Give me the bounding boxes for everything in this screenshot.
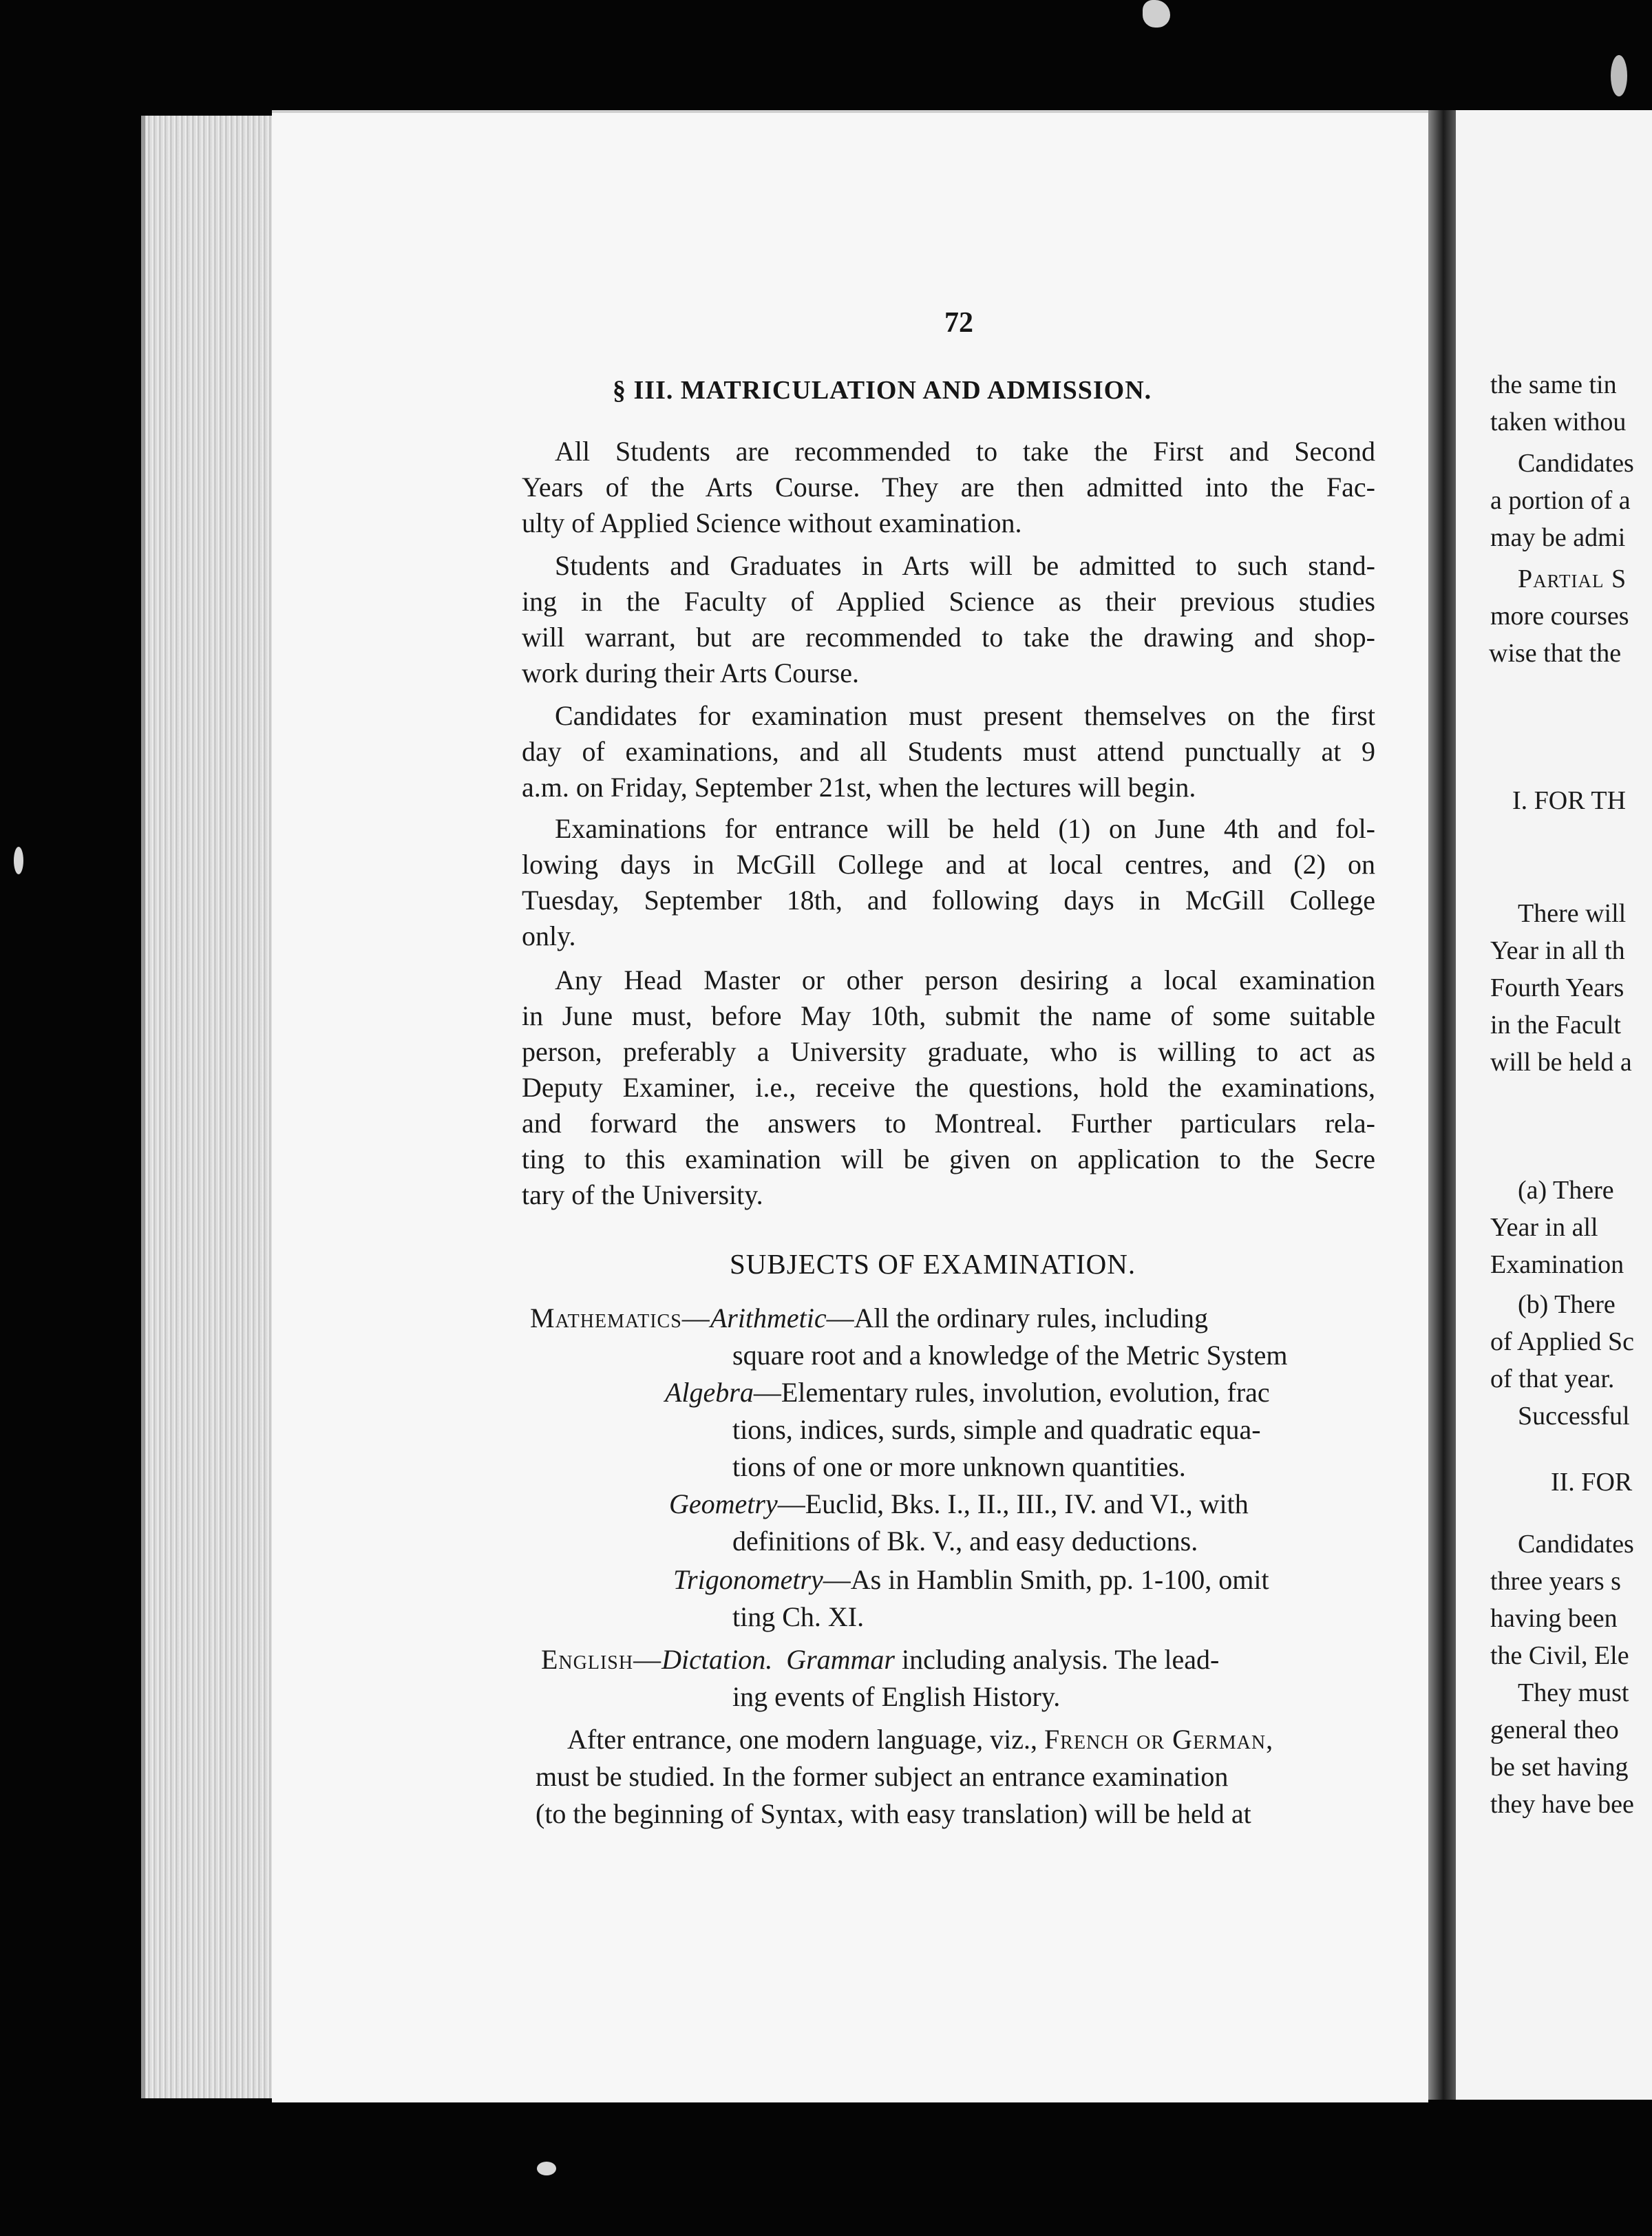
text-line: will warrant, but are recommended to take the drawing and shop- (522, 622, 1375, 653)
mathematics-arithmetic-line (530, 1300, 1208, 1337)
geometry-label: Geometry (669, 1488, 778, 1519)
right-text-line: Year in all th (1490, 936, 1625, 965)
arithmetic-label: Arithmetic (710, 1302, 827, 1333)
text-line: ing in the Faculty of Applied Science as their previous studies (522, 586, 1375, 617)
right-text-line: There will (1518, 899, 1627, 928)
trigonometry-line (673, 1561, 1269, 1599)
right-text-line: (a) There (1518, 1176, 1614, 1205)
scan-artifact (537, 2162, 556, 2175)
geometry-line (669, 1486, 1249, 1523)
right-text-line: the same tin (1490, 370, 1617, 399)
right-text-line: having been (1490, 1604, 1618, 1633)
grammar-label: Grammar (786, 1644, 895, 1675)
text-line: ulty of Applied Science without examination. (522, 507, 1022, 538)
text-line: square root and a knowledge of the Metric System (732, 1340, 1288, 1371)
right-text-line: They must (1518, 1678, 1629, 1707)
languages-label: French or German, (1044, 1724, 1274, 1755)
book-page-edges (141, 116, 279, 2098)
scan-artifact (1611, 55, 1627, 96)
text-line: lowing days in McGill College and at local centres, and (2) on (522, 849, 1375, 880)
paragraph-graduates (522, 548, 1375, 691)
trigonometry-label: Trigonometry (673, 1564, 823, 1595)
page-number: 72 (944, 307, 973, 339)
right-text-line: (b) There (1518, 1290, 1616, 1319)
right-text-line: will be held a (1490, 1048, 1632, 1077)
text-line: tary of the University. (522, 1179, 763, 1210)
text-line: work during their Arts Course. (522, 657, 859, 688)
text-line: Candidates for examination must present themselves on the first (555, 700, 1375, 731)
mathematics-label: Mathematics— (530, 1302, 710, 1333)
algebra-label: Algebra (665, 1377, 754, 1408)
right-text-line: in the Facult (1490, 1011, 1621, 1040)
paragraph-examination-dates (522, 811, 1375, 954)
right-text-line: more courses (1490, 602, 1629, 631)
text-line: tions, indices, surds, simple and quadratic equa- (732, 1414, 1261, 1445)
subjects-heading: SUBJECTS OF EXAMINATION. (730, 1248, 1136, 1280)
right-text-line: I. FOR TH (1512, 786, 1627, 815)
right-text-line: they have bee (1490, 1790, 1634, 1819)
right-text-line: be set having (1490, 1753, 1629, 1782)
dictation-label: Dictation. (661, 1644, 773, 1675)
text-line: Examinations for entrance will be held (1) on June 4th and fol- (555, 813, 1375, 844)
right-text-line: of that year. (1490, 1364, 1615, 1393)
right-text-line: Candidates (1518, 449, 1634, 478)
text-line: Any Head Master or other person desiring a local examination (555, 964, 1375, 995)
text-line: Students and Graduates in Arts will be admitted to such stand- (555, 550, 1375, 581)
scan-artifact (14, 847, 23, 874)
right-page (1456, 110, 1652, 2100)
right-text-line: a portion of a (1490, 486, 1631, 515)
text-line: day of examinations, and all Students must attend punctually at 9 (522, 736, 1375, 767)
right-text-line: three years s (1490, 1567, 1621, 1596)
text-line: person, preferably a University graduate, who is willing to act as (522, 1036, 1375, 1067)
text-line: Tuesday, September 18th, and following days in McGill College (522, 885, 1375, 916)
text-line: must be studied. In the former subject an entrance examination (536, 1761, 1229, 1792)
text-line: —Elementary rules, involution, evolution, frac (753, 1377, 1270, 1408)
text-line: —Euclid, Bks. I., II., III., IV. and VI., with (777, 1488, 1249, 1519)
right-text-line: taken withou (1490, 408, 1627, 436)
right-text-line: Fourth Years (1490, 973, 1624, 1002)
right-text-line: Partial S (1518, 565, 1627, 593)
paragraph-local-examination (522, 962, 1375, 1213)
text-line: in June must, before May 10th, submit the name of some suitable (522, 1000, 1375, 1031)
text-line: ting to this examination will be given on application to the Secre (522, 1143, 1375, 1174)
text-line: definitions of Bk. V., and easy deductions. (732, 1526, 1198, 1557)
text-line: All Students are recommended to take the First and Second (555, 436, 1375, 467)
right-text-line: II. FOR (1551, 1468, 1633, 1497)
text-line: (to the beginning of Syntax, with easy translation) will be held at (536, 1798, 1251, 1829)
paragraph-candidates (522, 698, 1375, 805)
right-text-line: wise that the (1489, 639, 1622, 668)
text-line: tions of one or more unknown quantities. (732, 1451, 1186, 1482)
right-text-line: of Applied Sc (1490, 1327, 1634, 1356)
text-line: including analysis. The lead- (895, 1644, 1220, 1675)
book-gutter (1428, 110, 1456, 2100)
text-line: —As in Hamblin Smith, pp. 1-100, omit (823, 1564, 1269, 1595)
right-text-line: may be admi (1490, 523, 1626, 552)
text-line: Years of the Arts Course. They are then admitted into the Fac- (522, 472, 1375, 503)
text-line: After entrance, one modern language, viz., (567, 1724, 1045, 1755)
right-text-line: Examination (1490, 1250, 1624, 1279)
section-title: § III. MATRICULATION AND ADMISSION. (613, 376, 1152, 405)
paragraph-recommendation (522, 434, 1375, 541)
text-line: and forward the answers to Montreal. Further particulars rela- (522, 1108, 1375, 1139)
text-line: Deputy Examiner, i.e., receive the questions, hold the examinations, (522, 1072, 1375, 1103)
right-text-line: Successful (1518, 1402, 1630, 1431)
right-text-line: Year in all (1490, 1213, 1598, 1242)
english-label: English— (541, 1644, 662, 1675)
right-text-line: Candidates (1518, 1530, 1634, 1559)
right-text-line: the Civil, Ele (1490, 1641, 1629, 1670)
text-line: —All the ordinary rules, including (826, 1302, 1209, 1333)
right-text-line: general theo (1490, 1716, 1619, 1744)
scan-artifact (1143, 0, 1170, 28)
text-line: a.m. on Friday, September 21st, when the lectures will begin. (522, 772, 1196, 803)
algebra-line (665, 1374, 1270, 1411)
text-line: only. (522, 920, 576, 951)
closing-line-1 (567, 1721, 1273, 1758)
english-line (541, 1641, 1219, 1678)
text-line: ting Ch. XI. (732, 1601, 865, 1632)
text-line: ing events of English History. (732, 1681, 1061, 1712)
